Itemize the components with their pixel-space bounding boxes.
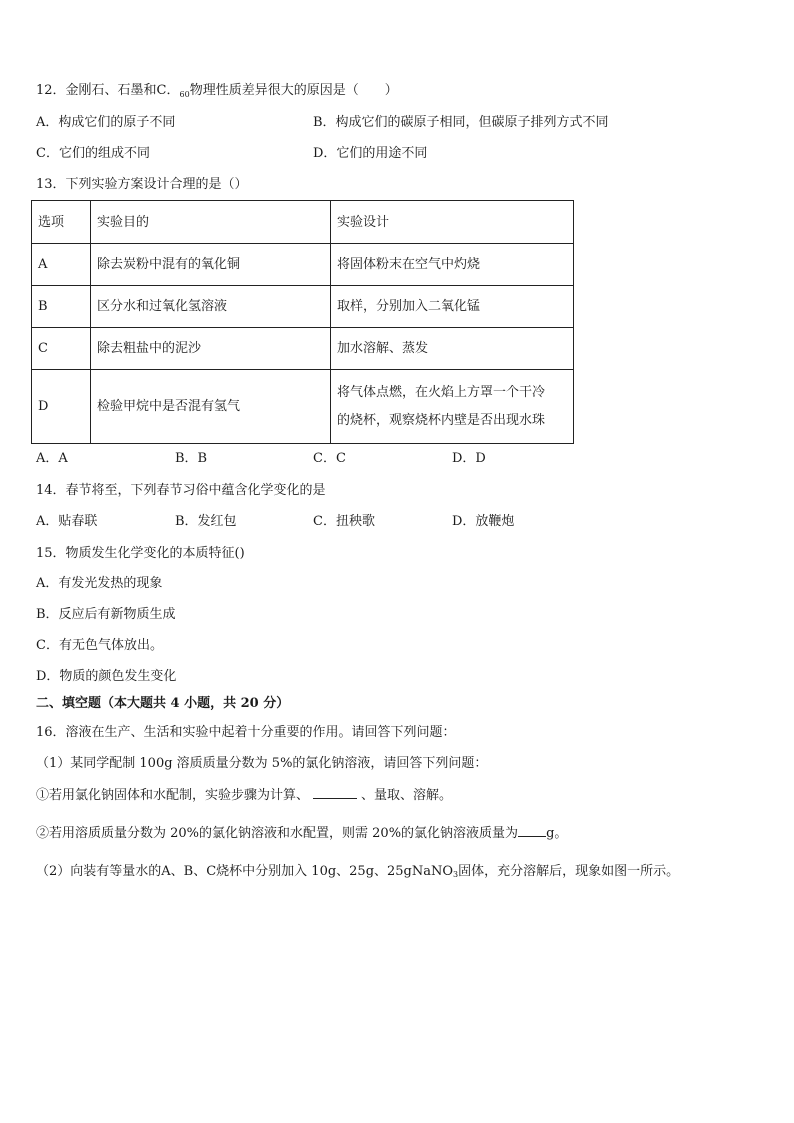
table-header-option: 选项 [32, 201, 91, 244]
q16-part2: （2）向装有等量水的A、B、C烧杯中分别加入 10g、25g、25gNaNO3固体，充分溶解后，现象如图一所示。 [36, 864, 680, 879]
table-header-row [32, 201, 574, 244]
q13-option-d: D．D [452, 451, 486, 466]
table-cell-purpose: 除去粗盐中的泥沙 [91, 328, 331, 370]
table-cell-design: 取样，分别加入二氧化锰 [331, 286, 574, 328]
q16-stem: 16．溶液在生产、生活和实验中起着十分重要的作用。请回答下列问题： [36, 725, 456, 740]
table-cell-design-line2: 的烧杯，观察烧杯内壁是否出现水珠 [337, 412, 546, 428]
table-header-design: 实验设计 [331, 201, 574, 244]
answer-blank[interactable] [518, 824, 546, 837]
q12-option-d: D．它们的用途不同 [313, 146, 428, 161]
q13-stem: 13．下列实验方案设计合理的是（） [36, 177, 248, 192]
q14-option-d: D．放鞭炮 [452, 514, 515, 529]
table-cell-option: D [32, 370, 91, 444]
table-cell-design [331, 370, 574, 444]
section-title: 二、填空题（本大题共 4 小题，共 20 分） [36, 696, 290, 711]
q12-option-a: A．构成它们的原子不同 [36, 115, 176, 130]
q14-stem: 14．春节将至，下列春节习俗中蕴含化学变化的是 [36, 483, 326, 498]
q15-option-d: D．物质的颜色发生变化 [36, 669, 177, 684]
table-cell-option: C [32, 328, 91, 370]
q16-item1: ①若用氯化钠固体和水配制，实验步骤为计算、 、量取、溶解。 [36, 788, 453, 803]
q14-option-c: C．扭秧歌 [313, 514, 375, 529]
q15-option-b: B．反应后有新物质生成 [36, 607, 176, 622]
q12-stem: 12．金刚石、石墨和C．$_{60}$物理性质差异很大的原因是（ ） [36, 83, 398, 99]
q15-option-a: A．有发光发热的现象 [36, 576, 163, 591]
table-cell-design: 加水溶解、蒸发 [331, 328, 574, 370]
q13-option-b: B．B [175, 451, 208, 466]
table-row [32, 328, 574, 370]
q13-option-c: C．C [313, 451, 346, 466]
q16-item2: ②若用溶质质量分数为 20%的氯化钠溶液和水配置，则需 20%的氯化钠溶液质量为 g。 [36, 826, 568, 841]
q12-option-b: B．构成它们的碳原子相同，但碳原子排列方式不同 [313, 115, 609, 130]
q16-part1: （1）某同学配制 100g 溶质质量分数为 5%的氯化钠溶液，请回答下列问题： [36, 756, 488, 771]
table-cell-option: A [32, 244, 91, 286]
table-row [32, 370, 574, 444]
table-cell-purpose: 除去炭粉中混有的氧化铜 [91, 244, 331, 286]
table-row [32, 286, 574, 328]
q15-stem: 15．物质发生化学变化的本质特征() [36, 546, 245, 561]
table-header-purpose: 实验目的 [91, 201, 331, 244]
q14-option-b: B．发红包 [175, 514, 237, 529]
table-cell-purpose: 区分水和过氧化氢溶液 [91, 286, 331, 328]
q13-option-a: A．A [36, 451, 68, 466]
table-cell-option: B [32, 286, 91, 328]
table-cell-purpose: 检验甲烷中是否混有氢气 [91, 370, 331, 444]
table-cell-design-line1: 将气体点燃，在火焰上方罩一个干冷 [337, 384, 546, 400]
q14-option-a: A．贴春联 [36, 514, 98, 529]
experiment-table [31, 200, 574, 444]
answer-blank[interactable] [313, 786, 357, 799]
q12-option-c: C．它们的组成不同 [36, 146, 150, 161]
q15-option-c: C．有无色气体放出。 [36, 638, 163, 653]
table-cell-design: 将固体粉末在空气中灼烧 [331, 244, 574, 286]
table-row [32, 244, 574, 286]
